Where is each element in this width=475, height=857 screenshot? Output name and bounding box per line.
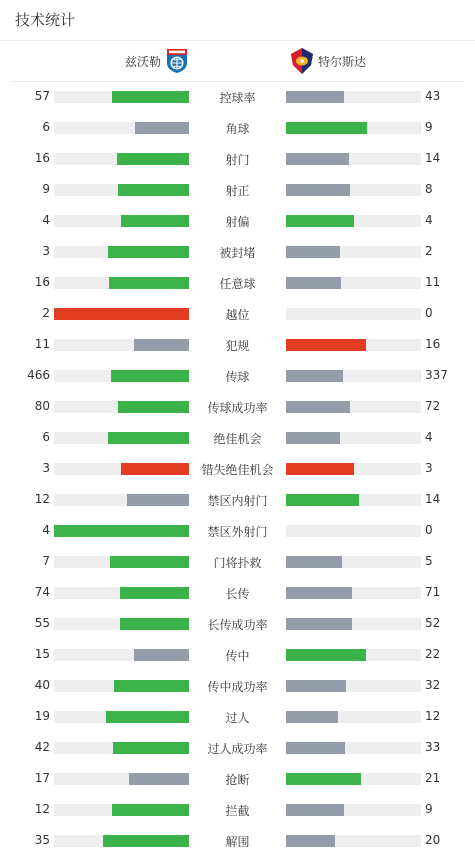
home-bar-fill <box>114 680 189 692</box>
away-bar-fill <box>286 804 344 816</box>
home-bar-fill <box>112 91 189 103</box>
away-bar-track <box>286 711 421 723</box>
away-bar-track <box>286 680 421 692</box>
away-bar-track <box>286 649 421 661</box>
home-value: 12 <box>34 492 50 506</box>
home-value: 19 <box>34 709 50 723</box>
away-bar-track <box>286 742 421 754</box>
away-value: 20 <box>425 833 441 847</box>
stat-row <box>0 175 475 206</box>
stat-row <box>0 516 475 547</box>
home-value: 11 <box>34 337 50 351</box>
home-value: 35 <box>34 833 50 847</box>
away-bar-track <box>286 184 421 196</box>
away-bar-fill <box>286 711 338 723</box>
away-bar-track <box>286 246 421 258</box>
home-bar-track <box>54 525 189 537</box>
away-bar-track <box>286 153 421 165</box>
away-bar-fill <box>286 215 354 227</box>
stat-label: 长传成功率 <box>207 618 268 632</box>
home-bar-track <box>54 246 189 258</box>
home-bar-fill <box>134 649 189 661</box>
away-bar-fill <box>286 370 343 382</box>
home-value: 3 <box>42 244 50 258</box>
home-bar-track <box>54 122 189 134</box>
away-bar-fill <box>286 246 340 258</box>
home-bar-track <box>54 556 189 568</box>
away-bar-track <box>286 587 421 599</box>
away-bar-fill <box>286 122 367 134</box>
away-value: 33 <box>425 740 441 754</box>
home-bar-fill <box>108 246 189 258</box>
stat-row <box>0 764 475 795</box>
away-bar-track <box>286 463 421 475</box>
away-bar-fill <box>286 339 366 351</box>
home-bar-track <box>54 587 189 599</box>
stat-row <box>0 671 475 702</box>
stat-row <box>0 826 475 857</box>
home-bar-fill <box>112 804 189 816</box>
away-value: 12 <box>425 709 441 723</box>
home-bar-track <box>54 618 189 630</box>
away-bar-track <box>286 773 421 785</box>
home-bar-fill <box>109 277 189 289</box>
stat-label: 射偏 <box>225 215 250 229</box>
away-bar-fill <box>286 184 350 196</box>
away-bar-track <box>286 618 421 630</box>
home-bar-fill <box>54 525 189 537</box>
away-bar-fill <box>286 649 366 661</box>
away-bar-track <box>286 122 421 134</box>
stat-label: 长传 <box>225 587 250 601</box>
away-value: 22 <box>425 647 441 661</box>
away-bar-track <box>286 308 421 320</box>
stat-row <box>0 361 475 392</box>
away-bar-fill <box>286 680 346 692</box>
home-value: 57 <box>34 89 50 103</box>
home-team-name: 兹沃勒 <box>124 54 161 69</box>
away-value: 9 <box>425 120 433 134</box>
home-bar-track <box>54 215 189 227</box>
away-bar-track <box>286 91 421 103</box>
stat-label: 绝佳机会 <box>213 432 262 446</box>
away-bar-fill <box>286 401 350 413</box>
home-bar-track <box>54 308 189 320</box>
away-bar-track <box>286 432 421 444</box>
stat-label: 传中成功率 <box>207 680 268 694</box>
home-bar-track <box>54 91 189 103</box>
away-bar-track <box>286 277 421 289</box>
home-value: 4 <box>42 213 50 227</box>
away-value: 72 <box>425 399 441 413</box>
away-value: 3 <box>425 461 433 475</box>
home-bar-fill <box>129 773 189 785</box>
stat-label: 传中 <box>225 649 250 663</box>
home-bar-track <box>54 401 189 413</box>
away-value: 14 <box>425 151 441 165</box>
away-bar-track <box>286 525 421 537</box>
away-value: 0 <box>425 523 433 537</box>
away-bar-fill <box>286 463 354 475</box>
stat-row <box>0 82 475 113</box>
home-bar-track <box>54 339 189 351</box>
page-title: 技术统计 <box>15 11 76 29</box>
home-bar-track <box>54 277 189 289</box>
home-bar-fill <box>113 742 189 754</box>
home-bar-fill <box>111 370 189 382</box>
away-bar-track <box>286 494 421 506</box>
stat-label: 门将扑救 <box>213 556 262 570</box>
stat-label: 过人 <box>225 711 250 725</box>
stat-row <box>0 423 475 454</box>
stat-label: 任意球 <box>219 277 256 291</box>
away-value: 4 <box>425 213 433 227</box>
home-bar-fill <box>120 587 189 599</box>
away-bar-fill <box>286 494 359 506</box>
stat-label: 传球成功率 <box>207 401 268 415</box>
away-bar-fill <box>286 432 340 444</box>
away-team-crest-icon <box>291 48 313 74</box>
away-bar-track <box>286 835 421 847</box>
away-bar-track <box>286 804 421 816</box>
stat-row <box>0 144 475 175</box>
away-bar-fill <box>286 835 335 847</box>
stat-row <box>0 702 475 733</box>
home-bar-track <box>54 432 189 444</box>
stat-row <box>0 113 475 144</box>
home-bar-track <box>54 711 189 723</box>
away-bar-fill <box>286 618 352 630</box>
stats-list <box>0 82 475 857</box>
away-bar-fill <box>286 277 341 289</box>
home-value: 16 <box>34 151 50 165</box>
home-bar-fill <box>110 556 189 568</box>
home-value: 6 <box>42 120 50 134</box>
home-bar-fill <box>121 215 189 227</box>
away-value: 337 <box>425 368 448 382</box>
home-value: 12 <box>34 802 50 816</box>
home-bar-fill <box>135 122 189 134</box>
home-bar-track <box>54 680 189 692</box>
stat-label: 控球率 <box>219 91 256 105</box>
stat-label: 被封堵 <box>219 246 256 260</box>
away-bar-track <box>286 370 421 382</box>
home-bar-track <box>54 804 189 816</box>
stat-row <box>0 206 475 237</box>
home-value: 74 <box>34 585 50 599</box>
away-bar-fill <box>286 742 345 754</box>
away-value: 4 <box>425 430 433 444</box>
away-bar-track <box>286 215 421 227</box>
stat-label: 解围 <box>225 835 250 849</box>
away-team[interactable] <box>291 49 366 73</box>
home-bar-track <box>54 463 189 475</box>
away-value: 52 <box>425 616 441 630</box>
home-bar-track <box>54 494 189 506</box>
home-value: 16 <box>34 275 50 289</box>
home-value: 4 <box>42 523 50 537</box>
home-value: 42 <box>34 740 50 754</box>
stat-label: 越位 <box>225 308 250 322</box>
home-team-crest-icon <box>166 49 188 73</box>
home-value: 9 <box>42 182 50 196</box>
stat-row <box>0 330 475 361</box>
stat-label: 犯规 <box>225 339 250 353</box>
home-bar-fill <box>118 184 189 196</box>
away-team-name: 特尔斯达 <box>318 54 367 69</box>
stat-label: 射正 <box>225 184 250 198</box>
home-bar-track <box>54 184 189 196</box>
home-bar-track <box>54 835 189 847</box>
stat-row <box>0 640 475 671</box>
stat-label: 禁区内射门 <box>207 494 268 508</box>
stat-label: 拦截 <box>225 804 250 818</box>
home-bar-fill <box>120 618 189 630</box>
away-value: 16 <box>425 337 441 351</box>
away-bar-track <box>286 339 421 351</box>
home-value: 6 <box>42 430 50 444</box>
stat-row <box>0 609 475 640</box>
stat-label: 传球 <box>225 370 250 384</box>
stat-row <box>0 299 475 330</box>
home-value: 80 <box>34 399 50 413</box>
away-value: 2 <box>425 244 433 258</box>
home-bar-track <box>54 742 189 754</box>
home-value: 3 <box>42 461 50 475</box>
away-value: 71 <box>425 585 441 599</box>
home-team[interactable] <box>125 49 188 73</box>
stat-label: 角球 <box>225 122 250 136</box>
stat-label: 射门 <box>225 153 250 167</box>
away-value: 14 <box>425 492 441 506</box>
away-value: 21 <box>425 771 441 785</box>
away-value: 11 <box>425 275 441 289</box>
away-bar-fill <box>286 773 361 785</box>
home-bar-fill <box>134 339 189 351</box>
home-bar-track <box>54 153 189 165</box>
home-value: 7 <box>42 554 50 568</box>
stat-row <box>0 733 475 764</box>
home-bar-fill <box>118 401 189 413</box>
away-bar-fill <box>286 153 349 165</box>
stat-row <box>0 485 475 516</box>
home-bar-fill <box>106 711 189 723</box>
stat-row <box>0 237 475 268</box>
stat-row <box>0 578 475 609</box>
stat-label: 错失绝佳机会 <box>201 463 274 477</box>
stat-label: 抢断 <box>225 773 250 787</box>
away-bar-track <box>286 401 421 413</box>
away-bar-track <box>286 556 421 568</box>
team-header <box>0 41 475 81</box>
home-bar-fill <box>54 308 189 320</box>
home-bar-fill <box>117 153 189 165</box>
away-value: 0 <box>425 306 433 320</box>
away-value: 43 <box>425 89 441 103</box>
away-bar-fill <box>286 91 344 103</box>
home-bar-fill <box>121 463 189 475</box>
home-value: 40 <box>34 678 50 692</box>
home-value: 15 <box>34 647 50 661</box>
away-value: 8 <box>425 182 433 196</box>
home-value: 17 <box>34 771 50 785</box>
stat-row <box>0 454 475 485</box>
stat-row <box>0 392 475 423</box>
home-value: 55 <box>34 616 50 630</box>
home-bar-track <box>54 773 189 785</box>
away-bar-fill <box>286 556 342 568</box>
home-bar-track <box>54 649 189 661</box>
away-value: 32 <box>425 678 441 692</box>
stat-label: 过人成功率 <box>207 742 268 756</box>
home-bar-fill <box>127 494 189 506</box>
home-bar-fill <box>108 432 189 444</box>
stat-row <box>0 795 475 826</box>
home-bar-track <box>54 370 189 382</box>
home-value: 466 <box>27 368 50 382</box>
stat-row <box>0 547 475 578</box>
away-value: 5 <box>425 554 433 568</box>
stat-row <box>0 268 475 299</box>
away-value: 9 <box>425 802 433 816</box>
away-bar-fill <box>286 587 352 599</box>
home-value: 2 <box>42 306 50 320</box>
home-bar-fill <box>103 835 189 847</box>
stat-label: 禁区外射门 <box>207 525 268 539</box>
